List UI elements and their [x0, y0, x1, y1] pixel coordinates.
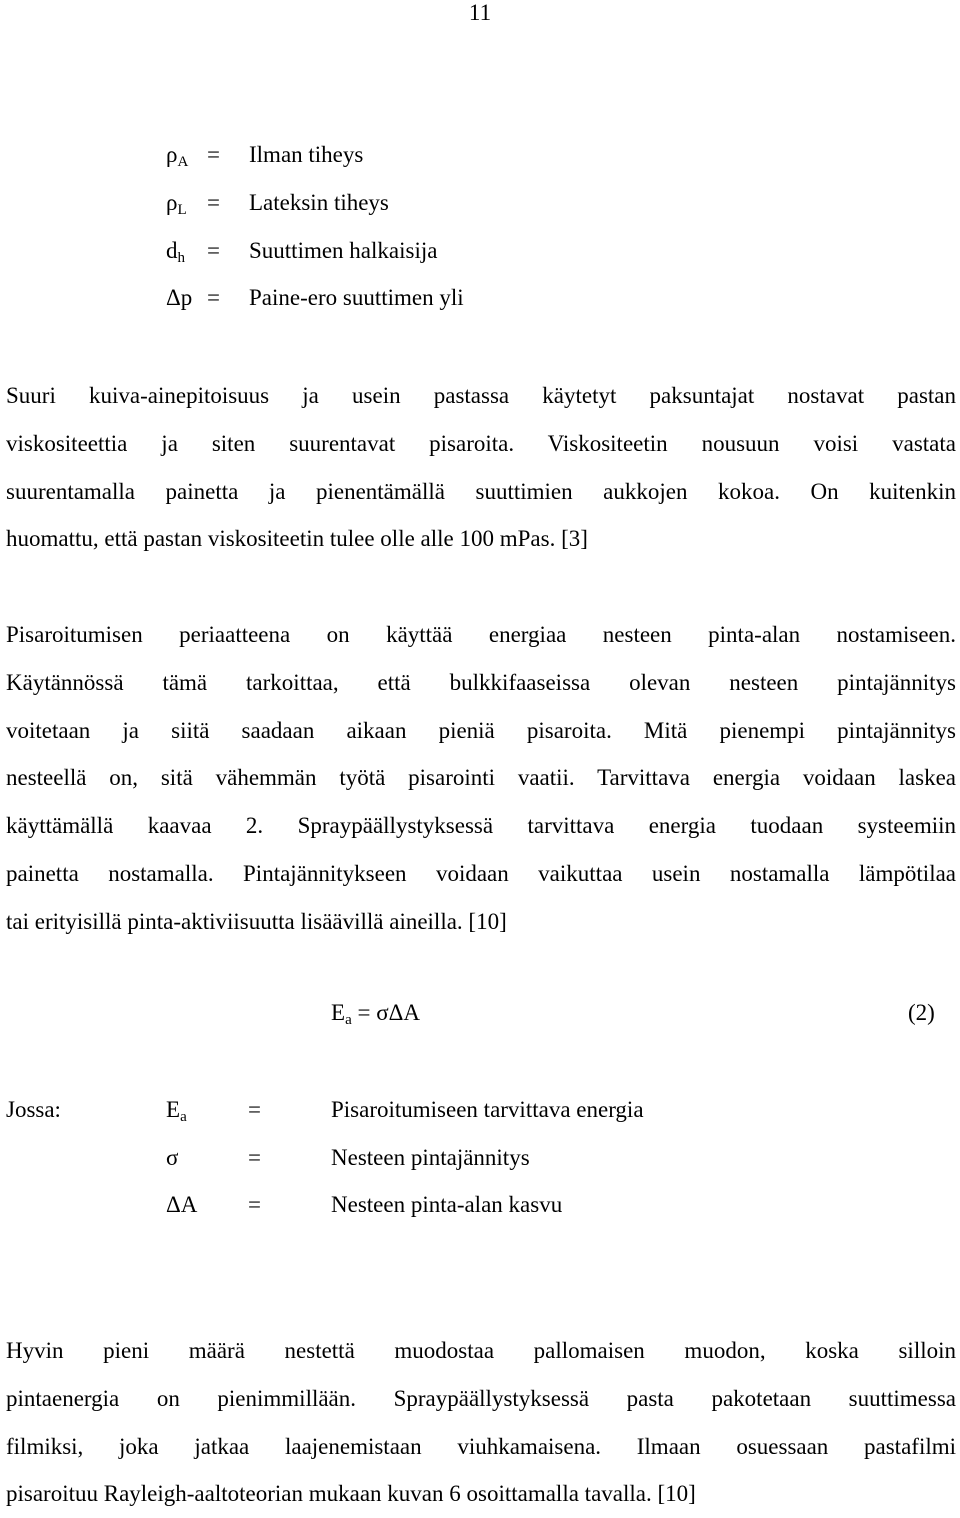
- paragraph-rayleigh: [6, 1327, 956, 1518]
- text-line: tai erityisillä pinta-aktiviisuutta lisäävillä aineilla. [10]: [6, 908, 507, 934]
- text-line: pisaroituu Rayleigh-aaltoteorian mukaan kuvan 6 osoittamalla tavalla. [10]: [6, 1481, 696, 1507]
- var-description: Suuttimen halkaisija: [249, 238, 438, 263]
- where-label: Jossa:: [6, 1097, 61, 1122]
- text-line: nesteellä on, sitä vähemmän työtä pisarointi vaatii. Tarvittava energia voidaan laskea: [6, 765, 956, 791]
- where-equals: =: [248, 1145, 261, 1170]
- text-line: viskositeettia ja siten suurentavat pisaroita. Viskositeetin nousuun voisi vastata: [6, 430, 956, 456]
- var-equals: =: [207, 190, 220, 215]
- var-equals: =: [207, 238, 220, 263]
- paragraph-atomization: [6, 611, 956, 946]
- var-symbol-d-h: $d_h$: [166, 238, 185, 266]
- text-line: Hyvin pieni määrä nestettä muodostaa pallomaisen muodon, koska silloin: [6, 1338, 956, 1363]
- where-symbol-e-a: $E_a$: [166, 1097, 187, 1125]
- var-description: Paine-ero suuttimen yli: [249, 285, 464, 310]
- text-line: suurentamalla painetta ja pienentämällä suuttimien aukkojen kokoa. On kuitenkin: [6, 478, 956, 504]
- var-description: Ilman tiheys: [249, 142, 364, 167]
- text-line: Käytännössä tämä tarkoittaa, että bulkkifaaseissa olevan nesteen pintajännitys: [6, 669, 956, 695]
- text-line: painetta nostamalla. Pintajännitykseen voidaan vaikuttaa usein nostamalla lämpötilaa: [6, 860, 956, 886]
- where-equals: =: [248, 1192, 261, 1217]
- text-line: käyttämällä kaavaa 2. Spraypäällystyksessä tarvittava energia tuodaan systeemiin: [6, 813, 956, 839]
- where-description: Nesteen pintajännitys: [331, 1145, 530, 1170]
- text-line: huomattu, että pastan viskositeetin tulee olle alle 100 mPas. [3]: [6, 526, 588, 552]
- var-symbol-rho-a: $\rho_A$: [166, 142, 189, 170]
- where-symbol-delta-a: ΔA: [166, 1192, 198, 1217]
- var-symbol-delta-p: Δp: [166, 285, 193, 310]
- formula-energy: $E_a = \sigma\Delta A$: [331, 1000, 421, 1028]
- var-symbol-rho-l: $\rho_L$: [166, 190, 187, 218]
- text-line: pintaenergia on pienimmillään. Spraypäällystyksessä pasta pakotetaan suuttimessa: [6, 1385, 956, 1411]
- where-description: Pisaroitumiseen tarvittava energia: [331, 1097, 644, 1122]
- formula-number: (2): [908, 1000, 935, 1025]
- text-line: voitetaan ja siitä saadaan aikaan pieniä pisaroita. Mitä pienempi pintajännitys: [6, 717, 956, 743]
- where-description: Nesteen pinta-alan kasvu: [331, 1192, 563, 1217]
- text-line: Pisaroitumisen periaatteena on käyttää energiaa nesteen pinta-alan nostamiseen.: [6, 622, 956, 647]
- text-line: filmiksi, joka jatkaa laajenemistaan viuhkamaisena. Ilmaan osuessaan pastafilmi: [6, 1433, 956, 1459]
- where-symbol-sigma: σ: [166, 1145, 179, 1170]
- paragraph-viscosity: [6, 372, 956, 563]
- text-line: Suuri kuiva-ainepitoisuus ja usein pastassa käytetyt paksuntajat nostavat pastan: [6, 383, 956, 408]
- var-equals: =: [207, 142, 220, 167]
- var-equals: =: [207, 285, 220, 310]
- page-number: 11: [468, 0, 492, 25]
- where-equals: =: [248, 1097, 261, 1122]
- var-description: Lateksin tiheys: [249, 190, 389, 215]
